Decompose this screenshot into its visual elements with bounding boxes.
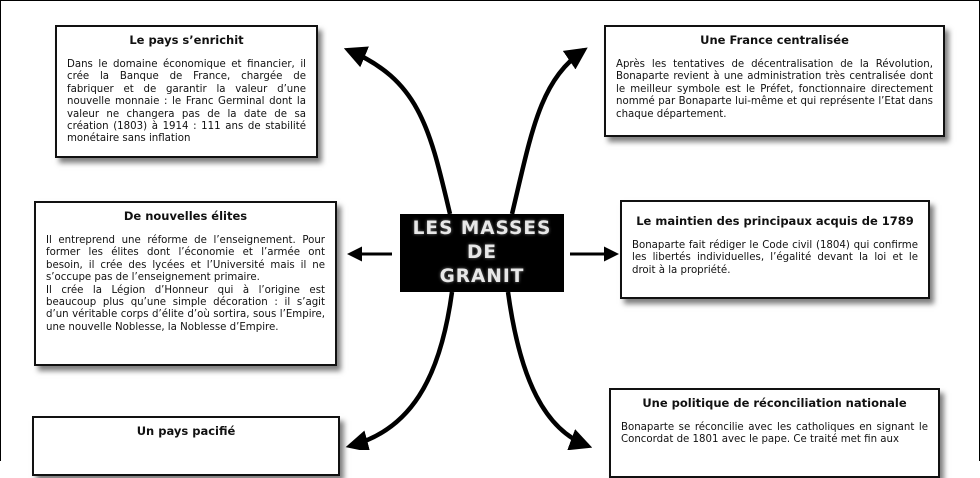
topic-un-pays-pacifie xyxy=(32,416,340,476)
topic-une-france-centralisee xyxy=(604,25,945,137)
topic-le-pays-s-enrichit xyxy=(55,25,318,158)
topic-text: Après les tentatives de décentralisation de la Révolution, Bonaparte revient à une administration très centralisée dont le meilleur symbole est le Préfet, fonctionnaire directement nommé par Bonaparte lui-même et qui représente l’Etat dans chaque département. xyxy=(616,59,933,120)
topic-title: Un pays pacifié xyxy=(136,424,236,438)
topic-text: Dans le domaine économique et financier, il crée la Banque de France, chargée de fabriquer et de garantir la valeur d’une nouvelle monnaie : le Franc Germinal dont la valeur ne changera pas de la date de sa création (1803) à 1914 : 111 ans de stabilité monétaire sans inflation xyxy=(67,59,306,145)
central-topic xyxy=(400,214,564,292)
topic-title: Une France centralisée xyxy=(700,33,849,47)
topic-title: Le maintien des principaux acquis de 1789 xyxy=(636,214,914,228)
topic-title: Le pays s’enrichit xyxy=(129,33,244,47)
topic-text: Il entreprend une réforme de l’enseignement. Pour former les élites dont l’économie et l’armée ont besoin, il crée des lycées et l’Université mais il ne s’occupe pas de l’enseignement primaire. Il crée la Légion d’Honneur qui à l’origine est beaucoup plus qu’une simple décoration : il s’agit d’un véritable corps d’élite d’où sortira, sous l’Empire, une nouvelle Noblesse, la Noblesse d’Empire. xyxy=(46,235,325,333)
topic-text: Bonaparte fait rédiger le Code civil (1804) qui confirme les libertés individuelles, l’égalité devant la loi et le droit à la propriété. xyxy=(632,240,918,276)
central-topic-title: LES MASSES DE GRANIT xyxy=(412,218,552,287)
topic-text: Bonaparte se réconcilie avec les catholiques en signant le Concordat de 1801 avec le pape. Ce traité met fin aux xyxy=(621,422,928,446)
branch-left-lower xyxy=(350,292,452,446)
branch-left-upper xyxy=(348,50,450,214)
branch-right-upper xyxy=(512,50,584,214)
topic-politique-reconciliation xyxy=(609,388,940,478)
topic-maintien-acquis-1789 xyxy=(620,200,930,299)
topic-de-nouvelles-elites xyxy=(34,201,337,366)
topic-title: De nouvelles élites xyxy=(123,209,248,223)
branch-right-lower xyxy=(508,292,588,446)
topic-title: Une politique de réconciliation nationale xyxy=(642,396,907,410)
